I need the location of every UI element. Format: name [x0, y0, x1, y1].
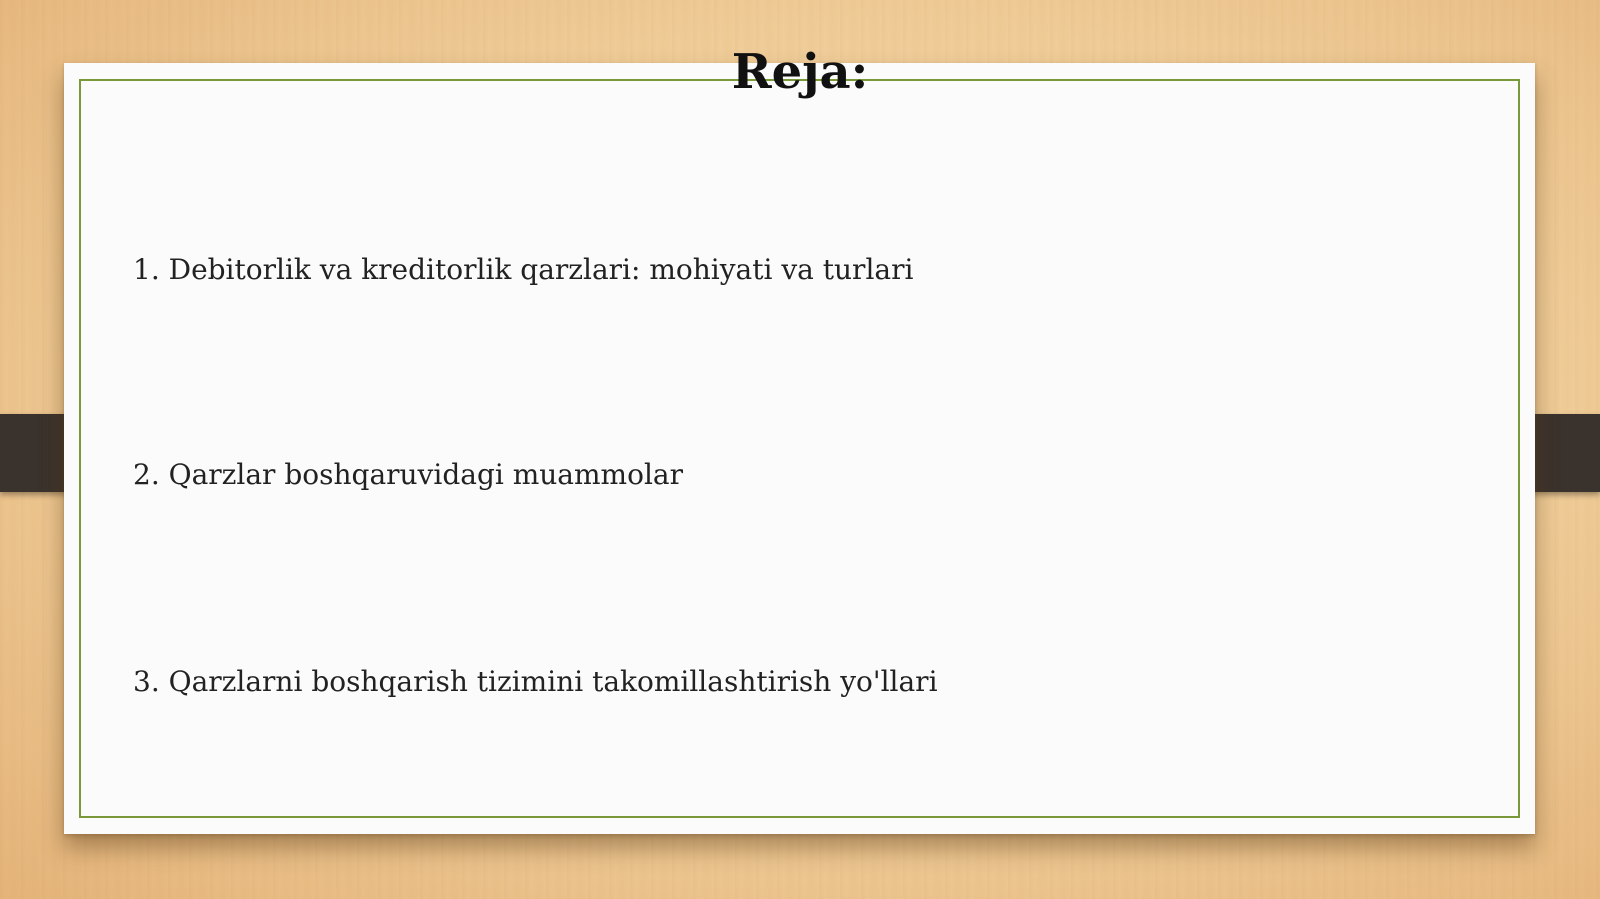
plan-item-2: 2. Qarzlar boshqaruvidagi muammolar: [133, 458, 683, 491]
plan-item-3: 3. Qarzlarni boshqarish tizimini takomillashtirish yo'llari: [133, 665, 938, 698]
slide-frame-border: [79, 79, 1520, 818]
slide-card: [64, 63, 1535, 834]
slide-title: Reja:: [731, 44, 869, 100]
plan-item-1: 1. Debitorlik va kreditorlik qarzlari: mohiyati va turlari: [133, 253, 914, 286]
